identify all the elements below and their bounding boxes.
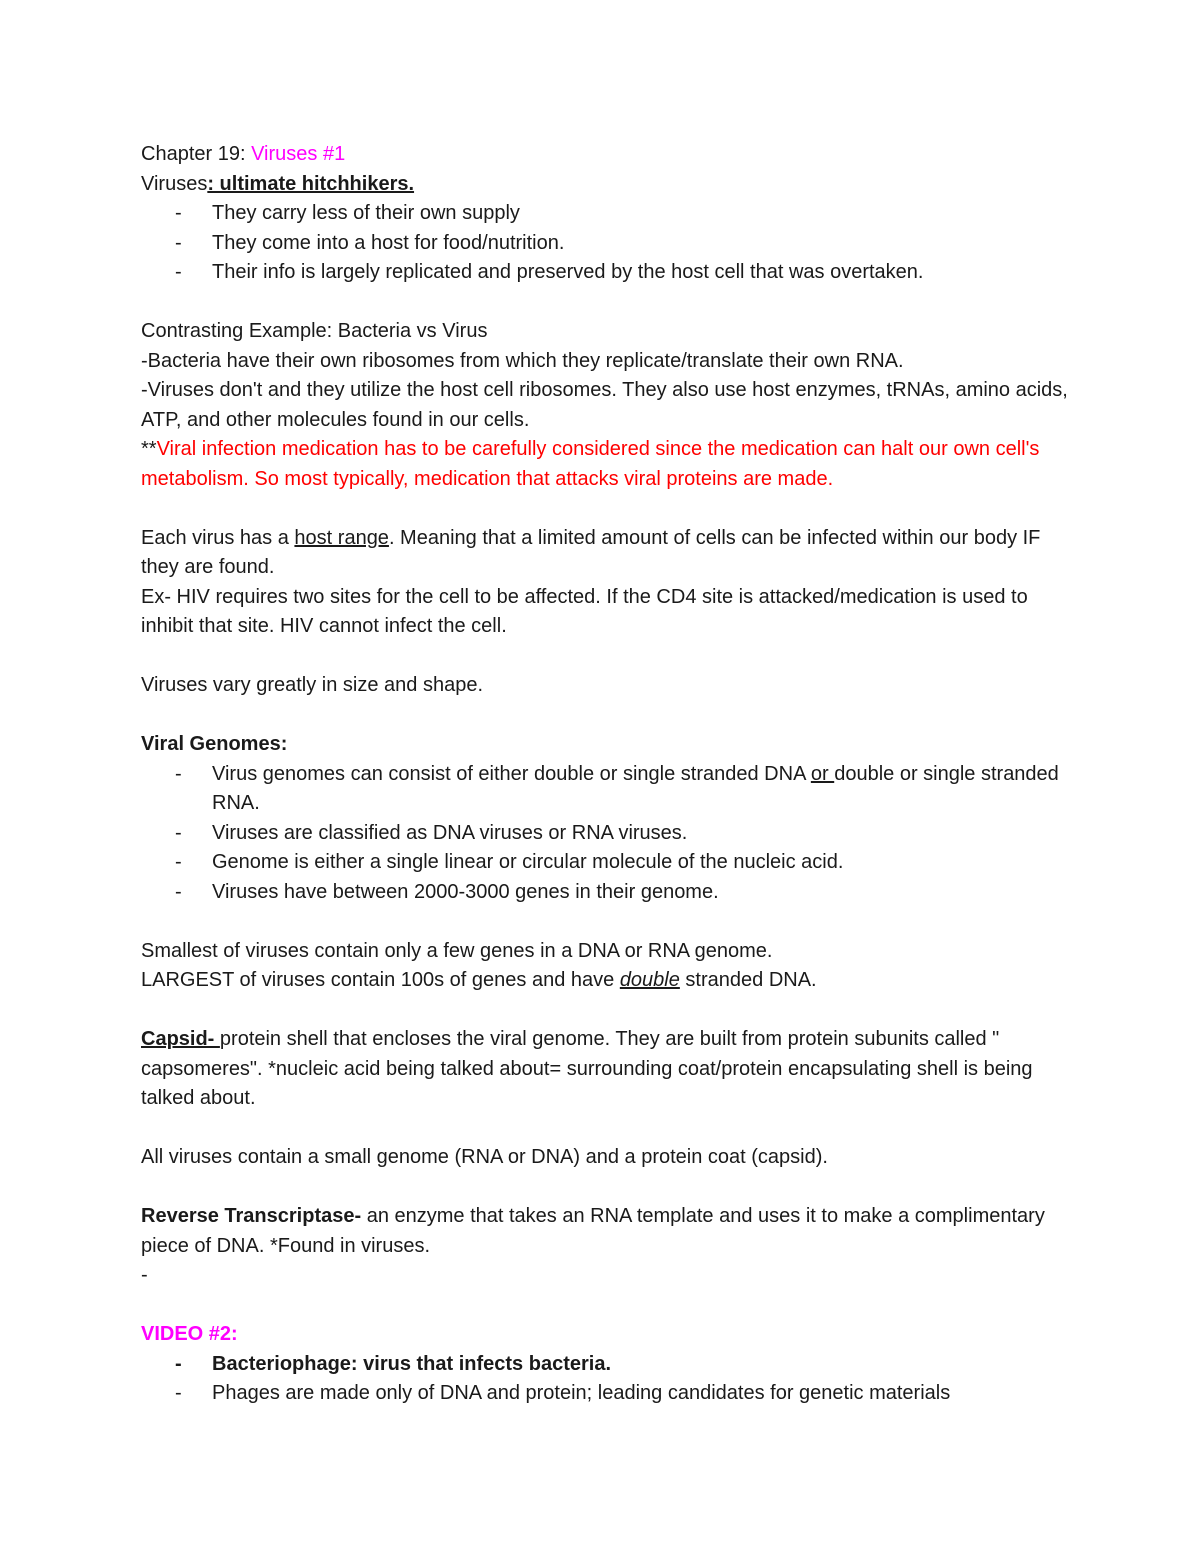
contrast-viruses: -Viruses don't and they utilize the host cell ribosomes. They also use host enzymes, tRNAs, amino acids, ATP, and other molecules found in our cells. <box>141 379 1068 431</box>
genomes-title: Viral Genomes: <box>141 733 288 755</box>
list-item: - Bacteriophage: virus that infects bacteria. <box>175 1352 612 1375</box>
reverse-term: Reverse Transcriptase- <box>141 1205 362 1227</box>
intro-term: Viruses <box>141 172 208 195</box>
list-item: - Viruses are classified as DNA viruses or RNA viruses. <box>175 821 688 844</box>
medication-note <box>141 435 1071 494</box>
list-item: - Viruses have between 2000-3000 genes in their genome. <box>175 880 719 903</box>
contrast-title: Contrasting Example: Bacteria vs Virus <box>141 320 488 342</box>
chapter-title-highlight: Viruses #1 <box>251 143 346 165</box>
host-range-paragraph: Each virus has a host range. Meaning that a limited amount of cells can be infected within our body IF they are found. <box>141 526 1041 578</box>
note-text: Viral infection medication has to be carefully considered since the medication can halt our own cell's metabolism. So most typically, medication that attacks viral proteins are made. <box>141 438 1040 490</box>
intro-tagline: : ultimate hitchhikers. <box>207 172 415 195</box>
chapter-prefix: Chapter 19: <box>141 143 252 165</box>
or-underlined: or <box>810 762 835 785</box>
genomes-bullet-list <box>141 760 1071 908</box>
list-item: - Phages are made only of DNA and protein; leading candidates for genetic materials <box>175 1382 951 1404</box>
intro-bullet-list <box>141 199 1071 288</box>
host-range-term: host range <box>294 526 389 549</box>
hiv-example: Ex- HIV requires two sites for the cell to be affected. If the CD4 site is attacked/medication is used to inhibit that site. HIV cannot infect the cell. <box>141 585 1028 637</box>
document-page <box>141 140 1071 1409</box>
largest-line: LARGEST of viruses contain 100s of genes and have double stranded DNA. <box>141 969 817 991</box>
smallest-line: Smallest of viruses contain only a few genes in a DNA or RNA genome. <box>141 939 773 962</box>
list-item: - Their info is largely replicated and preserved by the host cell that was overtaken. <box>175 261 924 283</box>
video-bullet-list <box>141 1350 1071 1409</box>
reverse-transcriptase-paragraph: Reverse Transcriptase- an enzyme that takes an RNA template and uses it to make a complimentary piece of DNA. *Found in viruses. <box>141 1205 1045 1257</box>
contrast-bacteria: -Bacteria have their own ribosomes from which they replicate/translate their own RNA. <box>141 349 904 372</box>
double-term: double <box>619 969 680 991</box>
size-shape-line: Viruses vary greatly in size and shape. <box>141 674 484 696</box>
capsid-term: Capsid- <box>141 1028 220 1050</box>
all-viruses-line: All viruses contain a small genome (RNA or DNA) and a protein coat (capsid). <box>141 1146 828 1168</box>
list-item: - Virus genomes can consist of either double or single stranded DNA or double or single stranded RNA. <box>175 762 1059 814</box>
list-item: - Genome is either a single linear or circular molecule of the nucleic acid. <box>175 851 844 873</box>
chapter-heading <box>141 140 1071 170</box>
capsid-paragraph: Capsid- protein shell that encloses the viral genome. They are built from protein subunits called " capsomeres". *nucleic acid being talked about= surrounding coat/protein encapsulating shell is being talked about. <box>141 1028 1033 1109</box>
trailing-dash: - <box>141 1264 148 1286</box>
list-item: - They come into a host for food/nutrition. <box>175 231 565 254</box>
intro-line <box>141 170 1071 200</box>
list-item: - They carry less of their own supply <box>175 202 520 224</box>
video-title: VIDEO #2: <box>141 1323 238 1345</box>
note-stars: ** <box>141 438 157 460</box>
